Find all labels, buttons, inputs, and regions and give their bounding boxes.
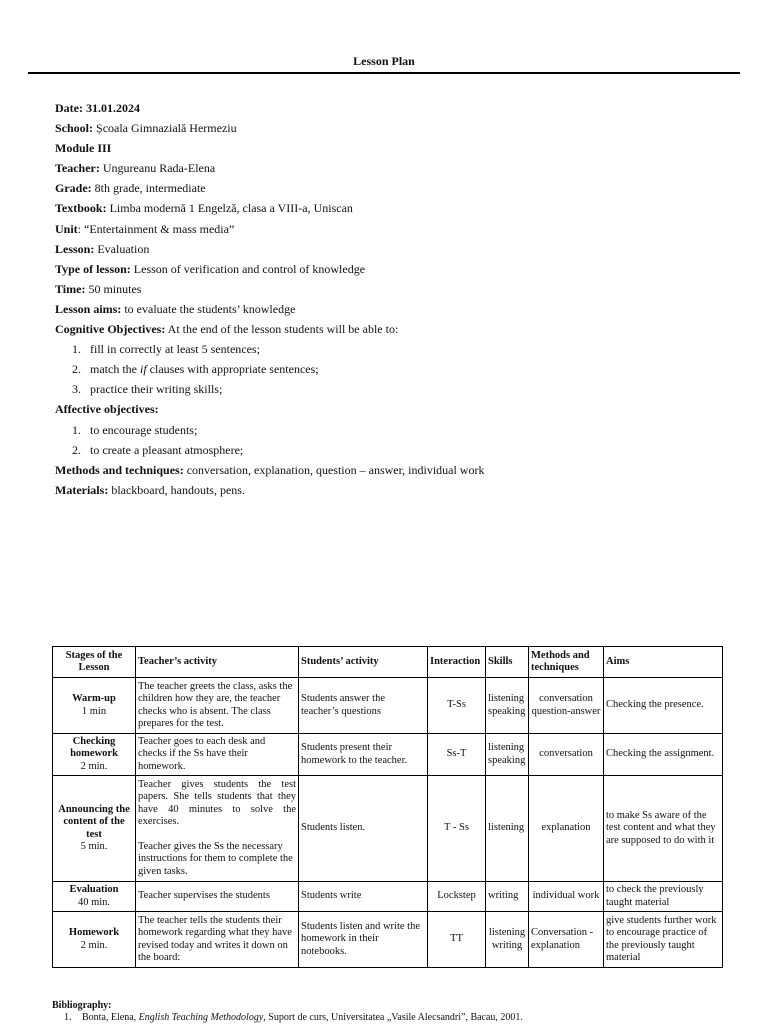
affective-label: Affective objectives:: [55, 402, 159, 417]
interaction-cell: TT: [428, 912, 486, 968]
column-header: Teacher’s activity: [136, 647, 299, 678]
stage-duration: 2 min.: [80, 939, 108, 951]
teacher-label: Teacher:: [55, 161, 100, 176]
teacher-value: Ungureanu Rada-Elena: [102, 161, 216, 176]
column-header: Interaction: [428, 647, 486, 678]
materials-line: [55, 480, 484, 500]
column-header: Methods and techniques: [529, 647, 604, 678]
lesson-type-label: Type of lesson:: [55, 261, 131, 276]
time-value: 50 minutes: [88, 281, 142, 296]
stage-cell: [53, 882, 136, 912]
affective-item: [55, 420, 484, 440]
cognitive-item: [55, 379, 484, 399]
list-number: 1.: [64, 1012, 72, 1023]
stage-name: Checking homework: [70, 735, 118, 760]
list-number: 2.: [72, 442, 81, 457]
stage-name: Warm-up: [72, 693, 116, 704]
cognitive-value: At the end of the lesson students will be able to:: [167, 322, 399, 337]
bibliography-item: [64, 1012, 523, 1023]
textbook-line: [55, 198, 484, 218]
cognitive-label: Cognitive Objectives:: [55, 322, 166, 337]
list-text: to encourage students;: [90, 422, 198, 437]
stage-duration: 40 min.: [77, 896, 111, 908]
methods-line: [55, 460, 484, 480]
skills-cell: listening speaking: [486, 678, 529, 734]
list-text: practice their writing skills;: [90, 382, 223, 397]
school-value: Școala Gimnazială Hermeziu: [96, 121, 237, 136]
lesson-line: [55, 239, 484, 259]
list-text: fill in correctly at least 5 sentences;: [90, 342, 260, 357]
stage-cell: [53, 734, 136, 776]
unit-label: Unit: [55, 221, 78, 236]
methods-cell: explanation: [529, 776, 604, 882]
list-text: to create a pleasant atmosphere;: [90, 442, 244, 457]
cognitive-line: [55, 319, 484, 339]
interaction-cell: T-Ss: [428, 678, 486, 734]
textbook-value: Limba modernă 1 Engelză, clasa a VIII-a, Uniscan: [109, 201, 353, 216]
list-number: 1.: [72, 422, 81, 437]
students-activity-cell: Students write: [299, 882, 428, 912]
aims-label: Lesson aims:: [55, 301, 122, 316]
aims-cell: to check the previously taught material: [604, 882, 723, 912]
students-activity-cell: Students answer the teacher’s questions: [299, 678, 428, 734]
aims-value: to evaluate the students’ knowledge: [124, 301, 296, 316]
cognitive-item: [55, 359, 484, 379]
unit-value: : “Entertainment & mass media”: [77, 221, 235, 236]
time-line: [55, 279, 484, 299]
lesson-type-value: Lesson of verification and control of knowledge: [133, 261, 366, 276]
bibliography-book-title: English Teaching Methodology: [138, 1012, 264, 1023]
methods-cell: conversation: [529, 734, 604, 776]
skills-cell: listening writing: [486, 912, 529, 968]
methods-cell: Conversation - explanation: [529, 912, 604, 968]
stage-name: Evaluation: [69, 884, 119, 895]
teacher-activity-cell: Teacher supervises the students: [136, 882, 299, 912]
lesson-label: Lesson:: [55, 241, 95, 256]
time-label: Time:: [55, 281, 86, 296]
skills-cell: listening speaking: [486, 734, 529, 776]
school-line: [55, 118, 484, 138]
bibliography-title: Bibliography:: [52, 1000, 112, 1011]
module-label: Module III: [55, 141, 112, 156]
materials-value: blackboard, handouts, pens.: [111, 482, 245, 497]
teacher-activity-cell: [136, 776, 299, 882]
teacher-activity-cell: Teacher goes to each desk and checks if the Ss have their homework.: [136, 734, 299, 776]
methods-value: conversation, explanation, question – answer, individual work: [186, 462, 485, 477]
aims-cell: Checking the presence.: [604, 678, 723, 734]
materials-label: Materials:: [55, 482, 109, 497]
page-title: Lesson Plan: [353, 54, 415, 68]
textbook-label: Textbook:: [55, 201, 107, 216]
stage-duration: 5 min.: [80, 841, 108, 852]
table-row: [53, 734, 723, 776]
table-row: [53, 912, 723, 968]
title-divider: [28, 72, 740, 74]
stage-duration: 2 min.: [80, 760, 108, 772]
table-row: [53, 882, 723, 912]
students-activity-cell: Students present their homework to the teacher.: [299, 734, 428, 776]
column-header: Skills: [486, 647, 529, 678]
list-text-italic: if: [139, 362, 147, 377]
lesson-info: [55, 98, 484, 500]
list-number: 1.: [72, 342, 81, 357]
aims-line: [55, 299, 484, 319]
table-row: [53, 678, 723, 734]
table-header-row: [53, 647, 723, 678]
students-activity-cell: Students listen and write the homework in their notebooks.: [299, 912, 428, 968]
interaction-cell: Lockstep: [428, 882, 486, 912]
teacher-activity-text: Teacher gives the Ss the necessary instructions for them to complete the given tasks.: [138, 840, 293, 877]
grade-label: Grade:: [55, 181, 92, 196]
column-header: Stages of the Lesson: [53, 647, 136, 678]
column-header: Aims: [604, 647, 723, 678]
module-line: [55, 138, 484, 158]
stage-name: Announcing the content of the test: [58, 803, 130, 840]
stage-cell: [53, 912, 136, 968]
methods-label: Methods and techniques:: [55, 462, 184, 477]
list-text: clauses with appropriate sentences;: [146, 362, 319, 377]
interaction-cell: Ss-T: [428, 734, 486, 776]
date-label: Date: 31.01.2024: [55, 101, 140, 115]
bibliography-text: , Suport de curs, Universitatea „Vasile Alecsandri”, Bacau, 2001.: [263, 1012, 523, 1023]
date-line: [55, 98, 484, 118]
cognitive-item: [55, 339, 484, 359]
skills-cell: writing: [486, 882, 529, 912]
column-header: Students’ activity: [299, 647, 428, 678]
table-row: [53, 776, 723, 882]
lesson-type-line: [55, 259, 484, 279]
stage-cell: [53, 678, 136, 734]
lesson-table: [52, 646, 723, 968]
bibliography-text: Bonta, Elena,: [82, 1012, 139, 1023]
skills-cell: listening: [486, 776, 529, 882]
teacher-line: [55, 158, 484, 178]
teacher-activity-cell: The teacher tells the students their homework regarding what they have revised today and writes it down on the board:: [136, 912, 299, 968]
teacher-activity-cell: The teacher greets the class, asks the children how they are, the teacher checks who is absent. The class prepares for the test.: [136, 678, 299, 734]
affective-item: [55, 440, 484, 460]
affective-line: [55, 399, 484, 419]
aims-cell: Checking the assignment.: [604, 734, 723, 776]
grade-line: [55, 178, 484, 198]
unit-line: [55, 219, 484, 239]
interaction-cell: T - Ss: [428, 776, 486, 882]
stage-name: Homework: [68, 927, 120, 938]
lesson-value: Evaluation: [97, 241, 150, 256]
methods-cell: individual work: [529, 882, 604, 912]
list-number: 3.: [72, 382, 81, 397]
grade-value: 8th grade, intermediate: [94, 181, 206, 196]
stage-duration: 1 min: [81, 705, 107, 717]
stage-cell: [53, 776, 136, 882]
students-activity-cell: Students listen.: [299, 776, 428, 882]
school-label: School:: [55, 121, 94, 136]
list-number: 2.: [72, 362, 81, 377]
teacher-activity-text: Teacher gives students the test papers. She tells students that they have 40 minutes to solve the exercises.: [138, 778, 296, 828]
aims-cell: give students further work to encourage practice of the previously taught material: [604, 912, 723, 968]
methods-cell: conversation question-answer: [529, 678, 604, 734]
list-text: match the: [90, 362, 140, 377]
aims-cell: to make Ss aware of the test content and what they are supposed to do with it: [604, 776, 723, 882]
